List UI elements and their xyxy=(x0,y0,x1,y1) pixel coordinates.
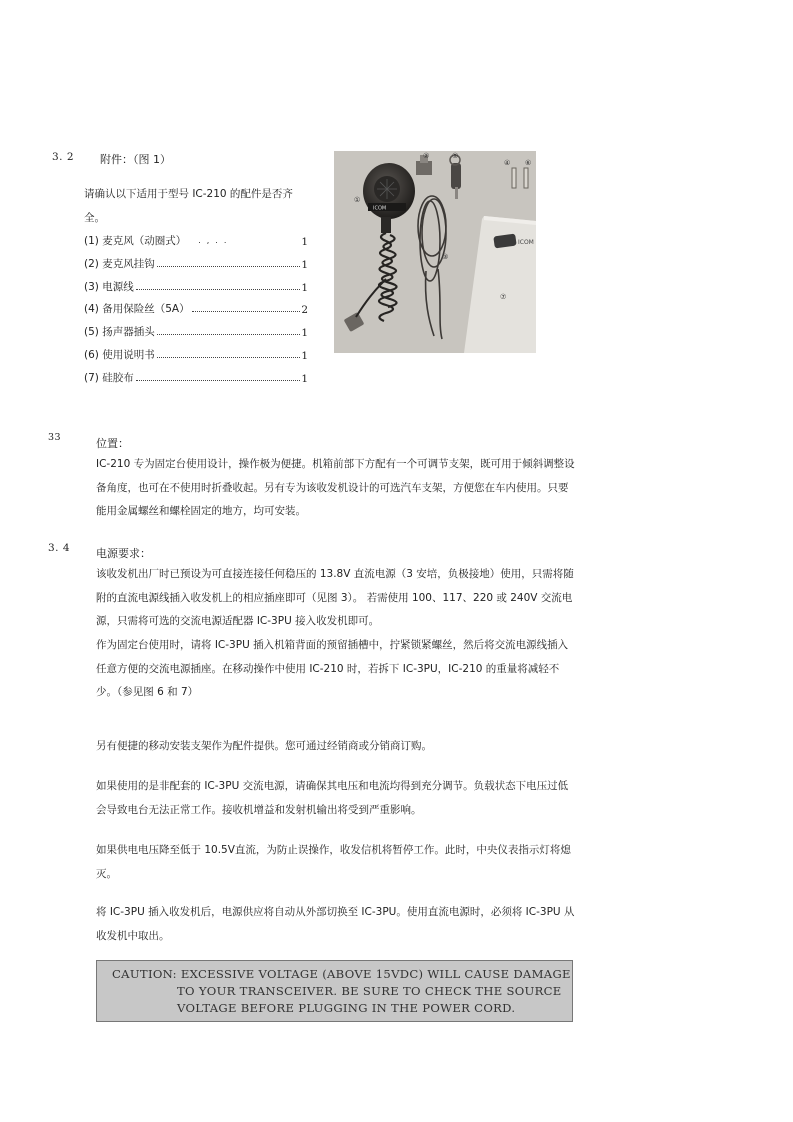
power-paragraph-2: 作为固定台使用时，请将 IC-3PU 插入机箱背面的预留插槽中，拧紧锁紧螺丝，然后将交流电源线插入任意方便的交流电源插座。在移动操作中使用 IC-210 时，若拆下 IC-3PU，IC-210 的重量将减轻不少。（参见图 6 和 7） xyxy=(96,639,569,698)
accessory-item-qty: 1 xyxy=(301,327,308,339)
accessory-item-label: (4) 备用保险丝（5A） xyxy=(84,303,190,315)
accessory-item-3 xyxy=(84,276,308,294)
power-paragraph-3: 另有便捷的移动安装支架作为配件提供。您可通过经销商或分销商订购。 xyxy=(96,740,432,752)
manual-brand-text: ICOM xyxy=(518,239,534,246)
accessory-item-label: (7) 硅胶布 xyxy=(84,372,134,384)
caution-line-1: CAUTION: EXCESSIVE VOLTAGE (ABOVE 15VDC) WILL CAUSE DAMAGE xyxy=(112,967,571,981)
accessory-item-qty: 2 xyxy=(301,304,308,316)
accessory-intro: 请确认以下适用于型号 IC-210 的配件是否齐全。 xyxy=(84,188,293,224)
accessory-item-5 xyxy=(84,321,308,339)
accessory-item-label: (3) 电源线 xyxy=(84,281,134,293)
callout-6: ⑥ xyxy=(525,159,532,167)
accessory-item-label: (5) 扬声器插头 xyxy=(84,326,155,338)
section-3-4-number: 3. 4 xyxy=(48,542,71,554)
section-3-3-paragraph: IC-210 专为固定台使用设计，操作极为便捷。机箱前部下方配有一个可调节支架，既可用于倾斜调整设备角度，也可在不使用时折叠收起。另有专为该收发机设计的可选汽车支架，方便您在车内使用。只要能用金属螺丝和螺栓固定的地方，均可安装。 xyxy=(96,458,575,517)
accessory-item-qty: 1 xyxy=(301,350,308,362)
caution-line-3: VOLTAGE BEFORE PLUGGING IN THE POWER CORD. xyxy=(177,1001,516,1015)
section-3-4-title: 电源要求： xyxy=(96,547,151,560)
accessory-item-label: (1) 麦克风（动圈式） xyxy=(84,235,187,247)
caution-line-2: TO YOUR TRANSCEIVER. BE SURE TO CHECK THE SOURCE xyxy=(177,984,562,998)
speaker-plug-icon xyxy=(451,163,461,189)
accessory-item-2 xyxy=(84,253,308,271)
accessory-item-label: (2) 麦克风挂钩 xyxy=(84,258,155,270)
section-3-2-number: 3. 2 xyxy=(52,151,75,163)
accessory-item-4 xyxy=(84,298,308,316)
section-3-3-number: 33 xyxy=(48,432,62,443)
power-paragraph-4: 如果使用的是非配套的 IC-3PU 交流电源，请确保其电压和电流均得到充分调节。负载状态下电压过低会导致电台无法正常工作。接收机增益和发射机输出将受到严重影响。 xyxy=(96,780,569,816)
callout-4: ④ xyxy=(504,159,511,167)
power-paragraph-6: 将 IC-3PU 插入收发机后，电源供应将自动从外部切换至 IC-3PU。使用直流电源时，必须将 IC-3PU 从收发机中取出。 xyxy=(96,906,575,942)
section-3-2-title: 附件：（图 1） xyxy=(100,153,171,166)
caution-box xyxy=(96,960,573,1022)
callout-5: ⑤ xyxy=(452,152,459,160)
callout-7: ⑦ xyxy=(500,293,507,301)
callout-2: ② xyxy=(423,152,430,160)
fuse-icon xyxy=(524,168,528,188)
mic-hanger-icon xyxy=(416,161,432,175)
fuse-icon xyxy=(512,168,516,188)
callout-3: ③ xyxy=(442,253,449,261)
accessory-item-6 xyxy=(84,344,308,362)
mic-brand-text: ICOM xyxy=(373,205,387,212)
accessory-item-qty: 1 xyxy=(301,236,308,248)
accessory-item-qty: 1 xyxy=(301,282,308,294)
accessory-item-qty: 1 xyxy=(301,373,308,385)
accessory-item-qty: 1 xyxy=(301,259,308,271)
accessory-item-7 xyxy=(84,367,308,385)
accessories-illustration xyxy=(334,151,536,353)
power-paragraph-5: 如果供电电压降至低于 10.5V直流，为防止误操作，收发信机将暂停工作。此时，中央仪表指示灯将熄灭。 xyxy=(96,844,571,880)
accessory-item-label: (6) 使用说明书 xyxy=(84,349,155,361)
callout-1: ① xyxy=(354,196,361,204)
power-paragraph-1: 该收发机出厂时已预设为可直接连接任何稳压的 13.8V 直流电源（3 安培，负极接地）使用，只需将随附的直流电源线插入收发机上的相应插座即可（见图 3）。 若需使用 100、117、220 或 240V 交流电源，只需将可选的交流电源适配器 IC-3PU 接入收发机即可。 xyxy=(96,568,574,627)
accessory-item-1: (1) 麦克风（动圈式） .,.. 1 xyxy=(84,235,308,248)
accessories-photo xyxy=(334,151,536,353)
section-3-3-title: 位置： xyxy=(96,437,129,450)
